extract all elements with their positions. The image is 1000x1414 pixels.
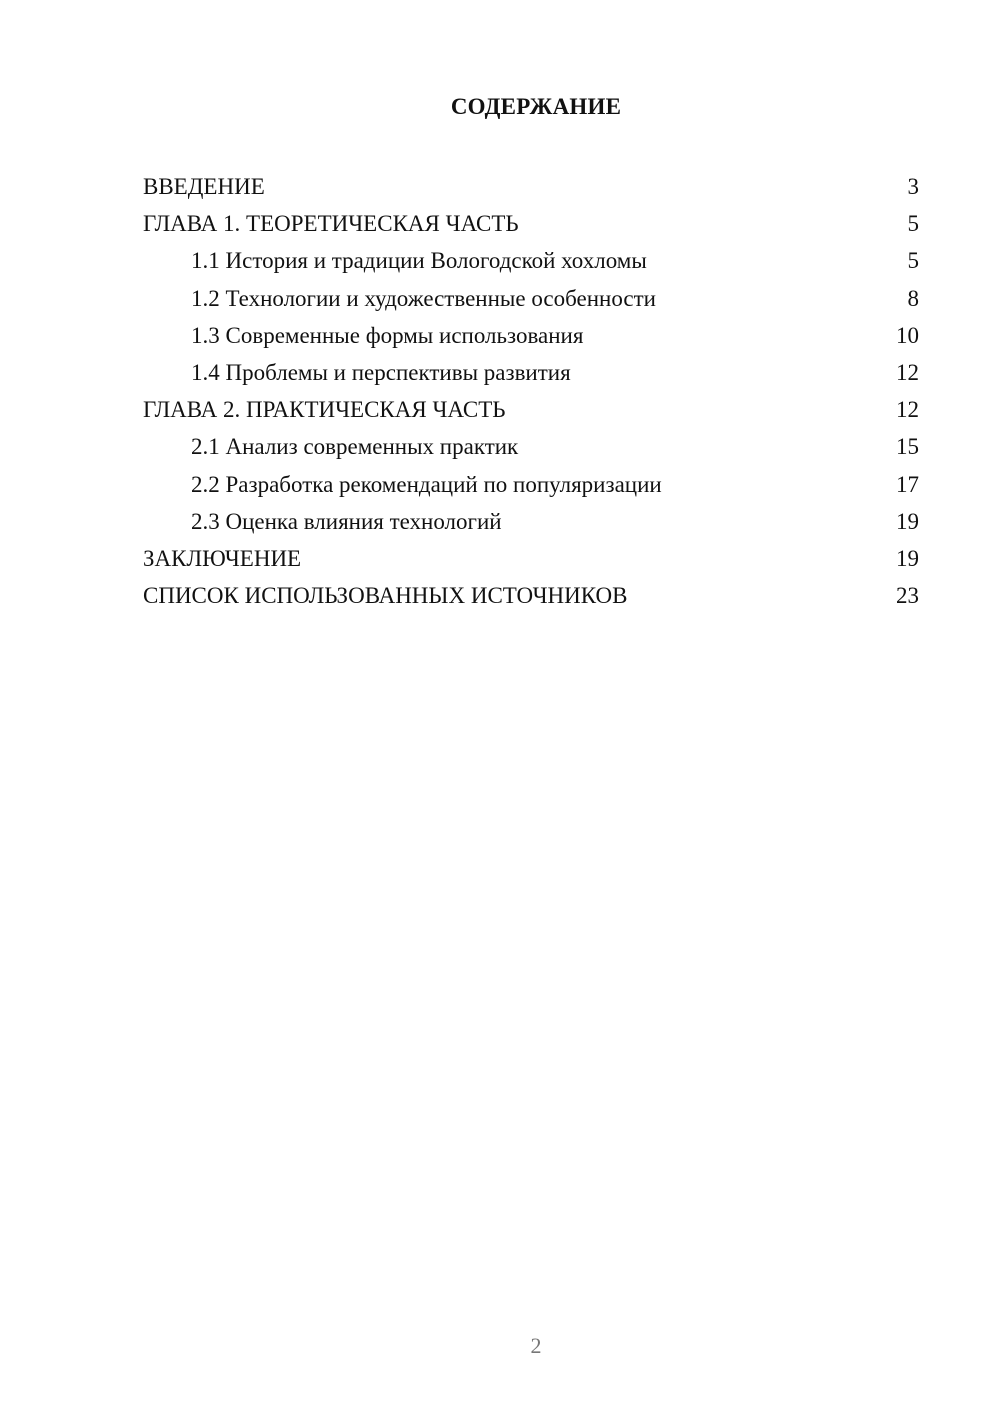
toc-entry-section-1-1[interactable] [143,242,919,279]
toc-entry-label: 2.2 Разработка рекомендаций по популяризации [191,471,662,497]
toc-entry-section-1-4[interactable] [143,354,919,391]
toc-entry-section-2-1[interactable] [143,428,919,465]
table-of-contents [143,168,919,614]
toc-entry-label: СПИСОК ИСПОЛЬЗОВАННЫХ ИСТОЧНИКОВ [143,583,628,609]
toc-entry-label: ЗАКЛЮЧЕНИЕ [143,545,302,571]
page-number: 2 [530,1333,542,1358]
toc-entry-label: 1.3 Современные формы использования [191,322,584,348]
toc-entry-section-1-3[interactable] [143,317,919,354]
toc-entry-page: 3 [907,174,919,199]
toc-entry-page: 19 [896,545,919,571]
toc-entry-section-2-2[interactable] [143,466,919,503]
toc-entry-page: 17 [896,471,919,497]
toc-entry-references[interactable] [143,577,919,614]
toc-entry-page: 15 [896,434,919,460]
toc-entry-section-1-2[interactable] [143,280,919,317]
toc-entry-label: ГЛАВА 2. ПРАКТИЧЕСКАЯ ЧАСТЬ [143,397,506,423]
toc-title: СОДЕРЖАНИЕ [450,94,622,119]
toc-entry-page: 23 [896,583,919,609]
toc-entry-label: ВВЕДЕНИЕ [143,174,265,199]
toc-entry-section-2-3[interactable] [143,503,919,540]
toc-entry-page: 12 [896,359,919,385]
toc-entry-page: 5 [907,211,919,237]
toc-entry-label: 2.1 Анализ современных практик [191,434,519,460]
toc-entry-conclusion[interactable] [143,540,919,577]
toc-entry-chapter-2[interactable] [143,391,919,428]
toc-entry-page: 10 [896,322,919,348]
toc-entry-label: 1.1 История и традиции Вологодской хохломы [191,248,647,274]
toc-entry-page: 12 [896,397,919,423]
toc-entry-page: 19 [896,508,919,534]
toc-entry-chapter-1[interactable] [143,205,919,242]
toc-entry-label: 1.4 Проблемы и перспективы развития [191,359,571,385]
toc-entry-page: 5 [907,248,919,274]
toc-entry-label: ГЛАВА 1. ТЕОРЕТИЧЕСКАЯ ЧАСТЬ [143,211,519,237]
toc-entry-page: 8 [907,285,919,311]
toc-entry-label: 2.3 Оценка влияния технологий [191,508,502,534]
toc-entry-label: 1.2 Технологии и художественные особенности [191,285,656,311]
toc-entry-introduction[interactable] [143,168,919,205]
